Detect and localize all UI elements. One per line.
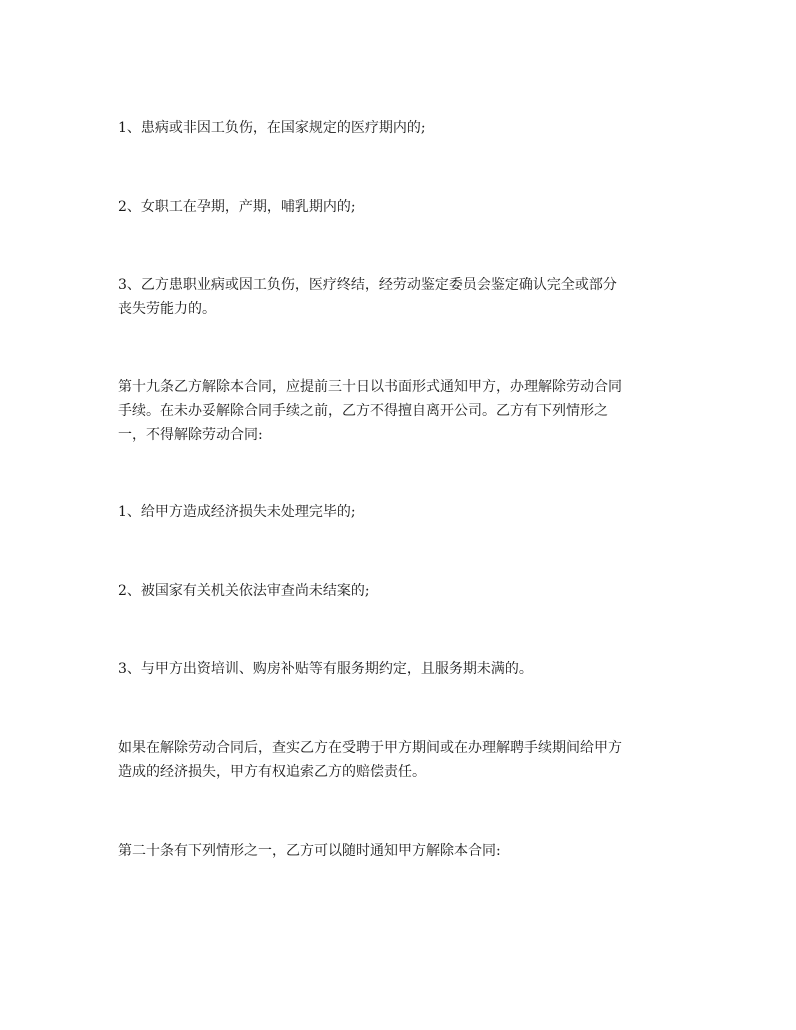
paragraph-clause-2: 2、女职工在孕期，产期，哺乳期内的; [118,199,356,215]
paragraph-clause-1: 1、患病或非因工负伤，在国家规定的医疗期内的; [118,120,426,136]
paragraph-compensation: 如果在解除劳动合同后，查实乙方在受聘于甲方期间或在办理解聘手续期间给甲方 造成的经济损失，甲方有权追索乙方的赔偿责任。 [118,740,622,780]
paragraph-article-20: 第二十条有下列情形之一，乙方可以随时通知甲方解除本合同: [118,843,501,859]
paragraph-item-1: 1、给甲方造成经济损失未处理完毕的; [118,504,356,520]
paragraph-clause-3: 3、乙方患职业病或因工负伤，医疗终结，经劳动鉴定委员会鉴定确认完全或部分 丧失劳能力的。 [118,277,617,317]
paragraph-item-2: 2、被国家有关机关依法审查尚未结案的; [118,583,370,599]
paragraph-article-19: 第十九条乙方解除本合同，应提前三十日以书面形式通知甲方，办理解除劳动合同 手续。在未办妥解除合同手续之前，乙方不得擅自离开公司。乙方有下列情形之 一，不得解除劳动合同: [118,379,622,443]
paragraph-item-3: 3、与甲方出资培训、购房补贴等有服务期约定，且服务期未满的。 [118,661,533,677]
